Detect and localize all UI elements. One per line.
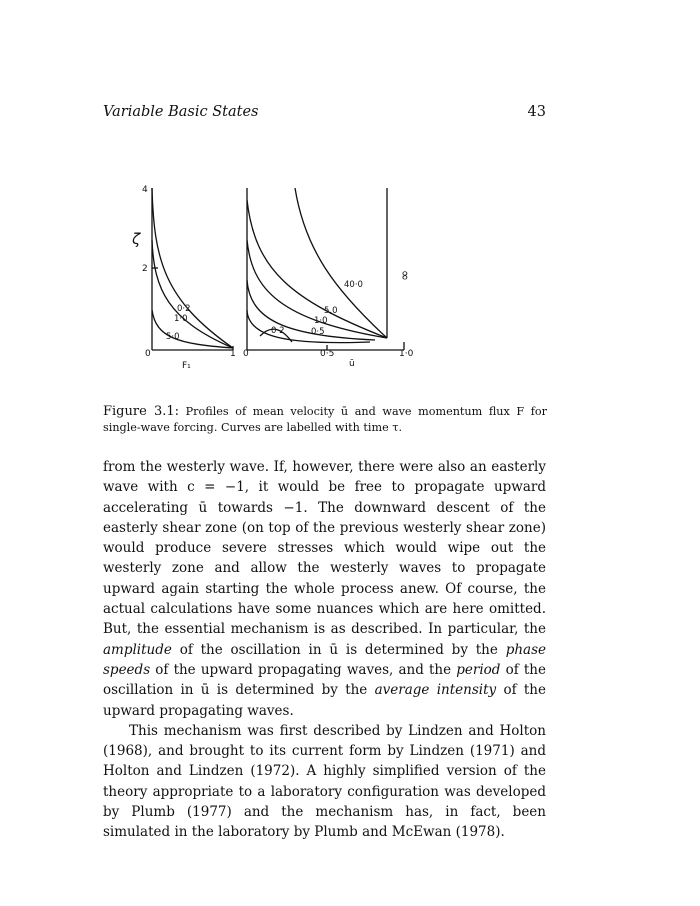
p1-text-a: from the westerly wave. If, however, there were also an easterly wave with c = −1, it would be free to propagate upward accelerating ū towards −1. The downward descent of the easterly shear zone (on top of the previous westerly shear zone) would produce severe stresses which would wipe out the westerly zone and allow the westerly waves to propagate upward again starting the whole process anew. Of course, the actual calculations have some nuances which are here omitted. But, the essential mechanism is as described. In particular, the [103,459,546,638]
page-number: 43 [527,104,546,120]
p1-text-e: of the upward propagating waves. [103,682,546,719]
right-curve-label-0-2: 0·2 [271,326,285,336]
figure-graphic [120,180,420,380]
caption-text: Profiles of mean velocity ū and wave momentum flux F for single-wave forcing. Curves are labelled with time τ. [103,405,548,434]
figure-3-1 [120,180,420,380]
p1-emphasis-amplitude: amplitude [103,641,172,658]
left-x-axis-label: F₁ [182,361,191,371]
right-x-tick-0-5: 0·5 [320,349,335,359]
p1-emphasis-average-intensity: average intensity [374,682,497,699]
p1-emphasis-phase-speeds: phase speeds [103,641,546,678]
caption-label: Figure 3.1: [103,404,180,419]
left-y-tick-4: 4 [142,185,148,195]
right-curve-label-0-5: 0·5 [311,327,325,337]
left-curve-label-0-2: 0·2 [177,304,191,314]
left-x-tick-1: 1 [230,349,236,359]
left-x-tick-0: 0 [145,349,151,359]
left-panel [152,188,233,350]
right-curve-40 [295,188,387,338]
paragraph-2: This mechanism was first described by Lindzen and Holton (1968), and brought to its current form by Lindzen (1971) and Holton and Lindzen (1972). A highly simplified version of the theory appropriate to a laboratory configuration was developed by Plumb (1977) and the mechanism has, in fact, been simulated in the laboratory by Plumb and McEwan (1978). [103,722,546,841]
p1-text-c: of the upward propagating waves, and the [150,661,457,678]
right-x-tick-1-0: 1·0 [399,349,414,359]
paragraph-1 [103,457,546,721]
p1-text-d: of the oscillation in ū is determined by the [103,661,546,699]
left-y-axis-label: ζ [132,230,141,248]
right-curve-label-5: 5,0 [324,306,338,316]
left-curve-label-5-0: 5·0 [166,332,180,342]
running-title: Variable Basic States [103,104,259,120]
running-head [103,104,546,124]
body-text [103,457,546,843]
figure-caption [103,404,547,436]
p1-emphasis-period: period [456,661,501,678]
right-curve-label-40: 40·0 [344,280,363,290]
left-curve-label-1-0: 1·0 [174,314,188,324]
right-curve-label-1: 1·0 [314,316,328,326]
p1-text-b: of the oscillation in ū is determined by the [171,641,506,658]
left-curve-0-2 [152,188,233,348]
right-x-tick-0: 0 [243,349,249,359]
right-infinity-label: ∞ [397,270,412,281]
right-x-axis-label: ū [349,359,355,369]
left-y-tick-2: 2 [142,264,148,274]
